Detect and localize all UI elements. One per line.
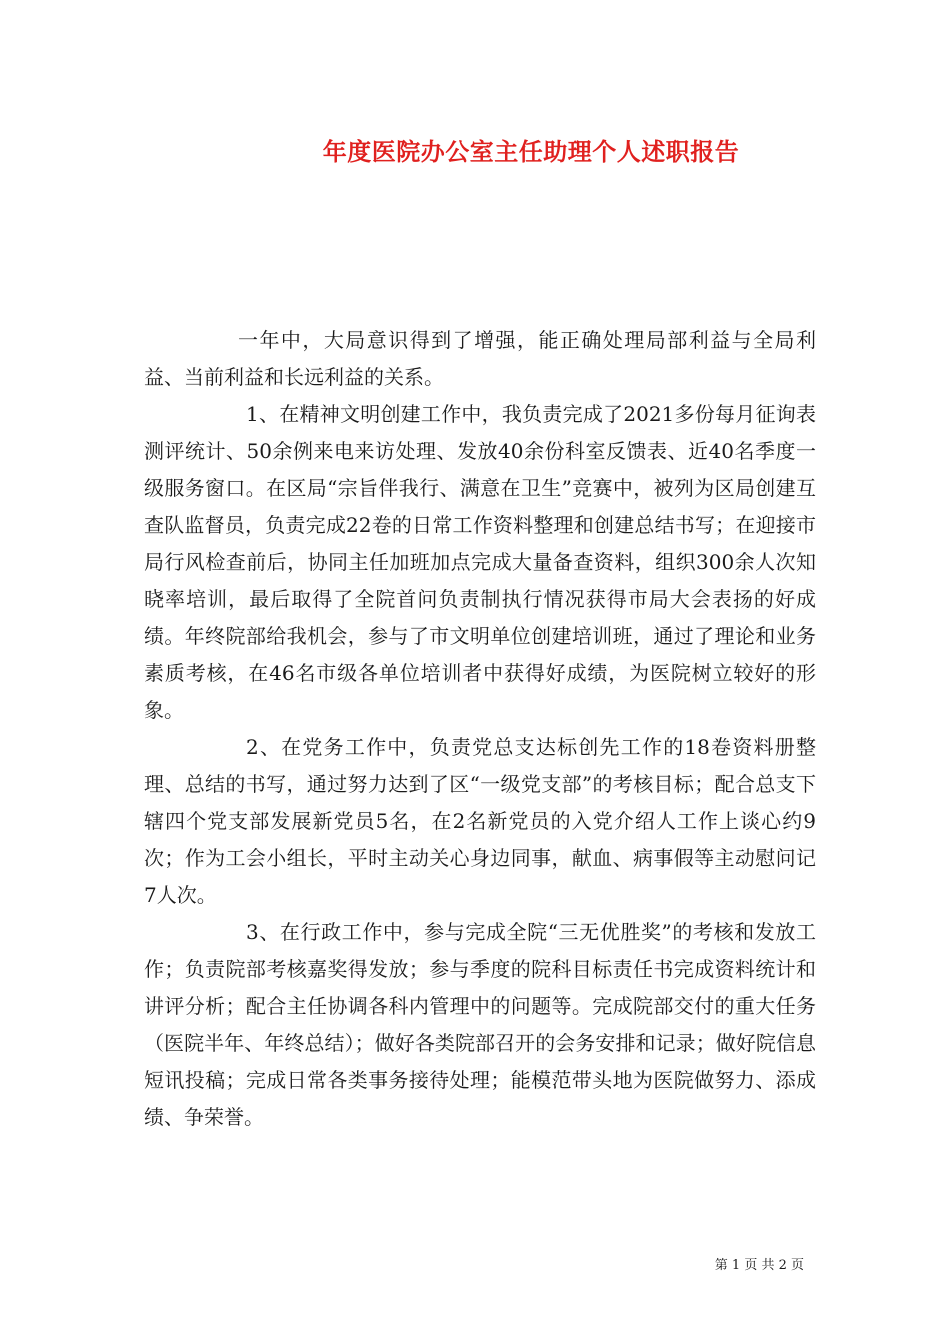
document-body	[144, 322, 816, 1136]
page-number: 第 1 页 共 2 页	[714, 1258, 804, 1273]
paragraph-spiritual-civilization: 1、在精神文明创建工作中，我负责完成了2021多份每月征询表测评统计、50余例来电来访处理、发放40余份科室反馈表、近40名季度一级服务窗口。在区局“宗旨伴我行、满意在卫生”竞赛中，被列为区局创建互查队监督员，负责完成22卷的日常工作资料整理和创建总结书写；在迎接市局行风检查前后，协同主任加班加点完成大量备查资料，组织300余人次知晓率培训，最后取得了全院首问负责制执行情况获得市局大会表扬的好成绩。年终院部给我机会，参与了市文明单位创建培训班，通过了理论和业务素质考核，在46名市级各单位培训者中获得好成绩，为医院树立较好的形象。	[144, 402, 816, 722]
intro-paragraph: 一年中，大局意识得到了增强，能正确处理局部利益与全局利益、当前利益和长远利益的关系。	[144, 328, 816, 389]
document-title: 年度医院办公室主任助理个人述职报告	[322, 137, 740, 166]
paragraph-administrative-work: 3、在行政工作中，参与完成全院“三无优胜奖”的考核和发放工作；负责院部考核嘉奖得发放；参与季度的院科目标责任书完成资料统计和讲评分析；配合主任协调各科内管理中的问题等。完成院部交付的重大任务（医院半年、年终总结）；做好各类院部召开的会务安排和记录；做好院信息短讯投稿；完成日常各类事务接待处理；能模范带头地为医院做努力、添成绩、争荣誉。	[144, 920, 816, 1129]
paragraph-party-affairs: 2、在党务工作中，负责党总支达标创先工作的18卷资料册整理、总结的书写，通过努力达到了区“一级党支部”的考核目标；配合总支下辖四个党支部发展新党员5名，在2名新党员的入党介绍人工作上谈心约9次；作为工会小组长，平时主动关心身边同事，献血、病事假等主动慰问记7人次。	[144, 735, 816, 907]
